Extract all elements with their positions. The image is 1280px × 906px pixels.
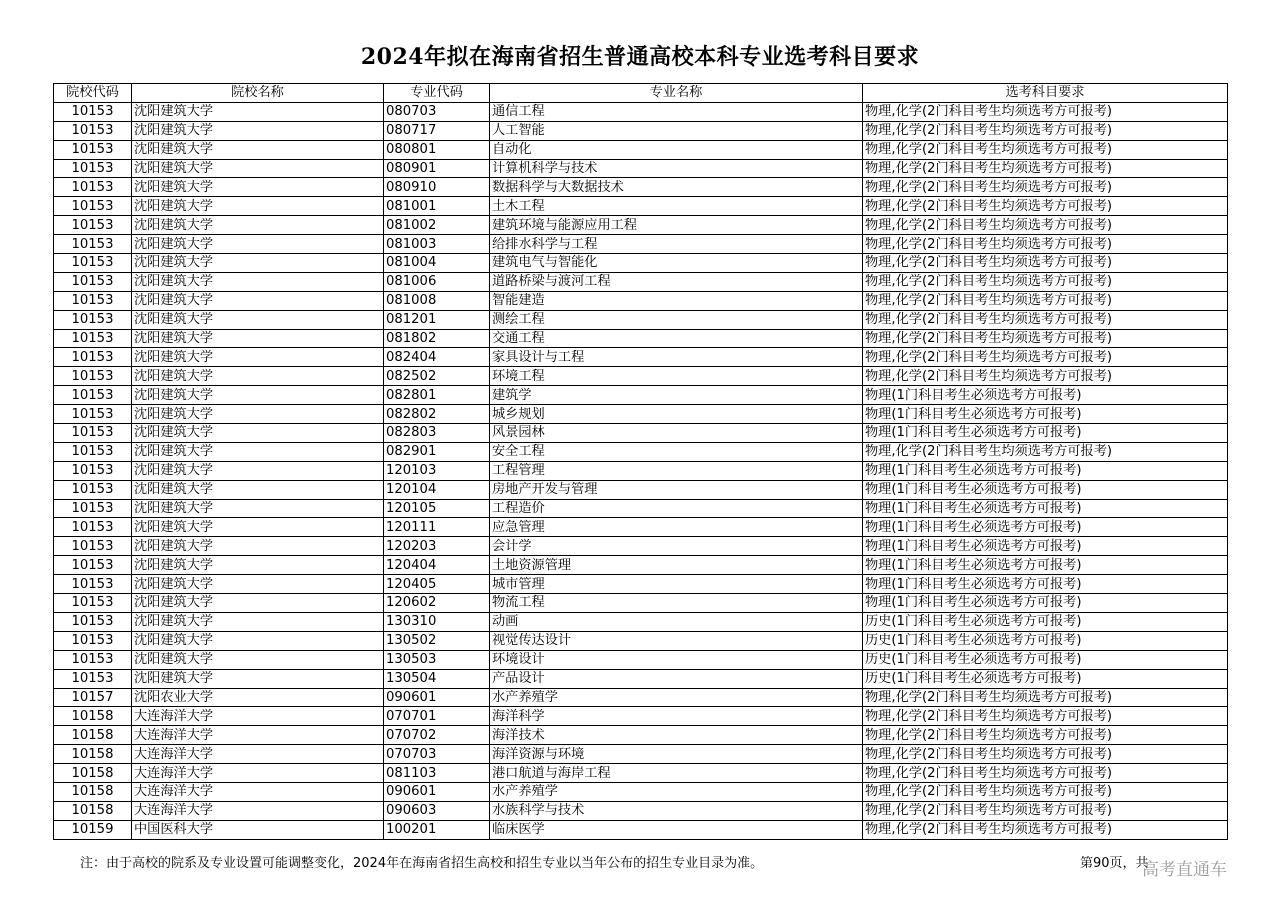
cell-major-name: 城乡规划 — [490, 405, 863, 424]
cell-major-name: 海洋技术 — [490, 726, 863, 745]
cell-school-name: 沈阳建筑大学 — [132, 556, 384, 575]
cell-subject-requirement: 历史(1门科目考生必须选考方可报考) — [863, 631, 1228, 650]
table-row — [54, 612, 1228, 631]
cell-major-code: 082502 — [384, 367, 490, 386]
cell-subject-requirement: 物理(1门科目考生必须选考方可报考) — [863, 461, 1228, 480]
cell-school-name: 大连海洋大学 — [132, 745, 384, 764]
cell-major-code: 120104 — [384, 480, 490, 499]
cell-school-name: 沈阳建筑大学 — [132, 480, 384, 499]
cell-major-code: 080901 — [384, 159, 490, 178]
cell-school-code: 10153 — [54, 291, 132, 310]
cell-subject-requirement: 历史(1门科目考生必须选考方可报考) — [863, 669, 1228, 688]
cell-major-name: 道路桥梁与渡河工程 — [490, 272, 863, 291]
cell-school-name: 沈阳建筑大学 — [132, 178, 384, 197]
cell-major-name: 环境设计 — [490, 650, 863, 669]
cell-school-code: 10153 — [54, 178, 132, 197]
cell-school-name: 沈阳农业大学 — [132, 688, 384, 707]
cell-school-code: 10153 — [54, 480, 132, 499]
table-row — [54, 386, 1228, 405]
cell-major-name: 物流工程 — [490, 594, 863, 613]
cell-school-code: 10153 — [54, 140, 132, 159]
table-row — [54, 518, 1228, 537]
cell-school-code: 10153 — [54, 272, 132, 291]
cell-school-name: 沈阳建筑大学 — [132, 197, 384, 216]
cell-major-name: 智能建造 — [490, 291, 863, 310]
cell-subject-requirement: 物理,化学(2门科目考生均须选考方可报考) — [863, 159, 1228, 178]
cell-school-code: 10159 — [54, 820, 132, 839]
cell-school-code: 10153 — [54, 102, 132, 121]
cell-school-name: 沈阳建筑大学 — [132, 121, 384, 140]
cell-subject-requirement: 物理(1门科目考生必须选考方可报考) — [863, 518, 1228, 537]
cell-major-name: 产品设计 — [490, 669, 863, 688]
table-header-row — [54, 84, 1228, 103]
cell-subject-requirement: 物理,化学(2门科目考生均须选考方可报考) — [863, 745, 1228, 764]
table-row — [54, 480, 1228, 499]
cell-subject-requirement: 物理,化学(2门科目考生均须选考方可报考) — [863, 121, 1228, 140]
table-row — [54, 707, 1228, 726]
cell-major-code: 070702 — [384, 726, 490, 745]
cell-major-name: 房地产开发与管理 — [490, 480, 863, 499]
cell-subject-requirement: 物理,化学(2门科目考生均须选考方可报考) — [863, 254, 1228, 273]
cell-major-code: 120602 — [384, 594, 490, 613]
cell-major-code: 130310 — [384, 612, 490, 631]
cell-school-code: 10158 — [54, 707, 132, 726]
cell-school-name: 沈阳建筑大学 — [132, 650, 384, 669]
cell-major-name: 海洋资源与环境 — [490, 745, 863, 764]
cell-major-name: 建筑环境与能源应用工程 — [490, 216, 863, 235]
cell-school-name: 沈阳建筑大学 — [132, 594, 384, 613]
cell-school-name: 沈阳建筑大学 — [132, 329, 384, 348]
header-subject-requirement: 选考科目要求 — [863, 84, 1228, 103]
cell-major-code: 081006 — [384, 272, 490, 291]
table-row — [54, 272, 1228, 291]
table-row — [54, 254, 1228, 273]
cell-major-name: 人工智能 — [490, 121, 863, 140]
cell-school-code: 10158 — [54, 745, 132, 764]
table-row — [54, 310, 1228, 329]
table-row — [54, 631, 1228, 650]
cell-school-name: 大连海洋大学 — [132, 707, 384, 726]
cell-subject-requirement: 物理,化学(2门科目考生均须选考方可报考) — [863, 348, 1228, 367]
cell-major-name: 工程造价 — [490, 499, 863, 518]
cell-major-code: 081103 — [384, 764, 490, 783]
cell-subject-requirement: 物理(1门科目考生必须选考方可报考) — [863, 424, 1228, 443]
table-row — [54, 801, 1228, 820]
cell-major-name: 工程管理 — [490, 461, 863, 480]
cell-subject-requirement: 物理(1门科目考生必须选考方可报考) — [863, 575, 1228, 594]
cell-subject-requirement: 物理,化学(2门科目考生均须选考方可报考) — [863, 688, 1228, 707]
watermark-text: 高考直通车 — [1142, 860, 1227, 880]
cell-subject-requirement: 物理,化学(2门科目考生均须选考方可报考) — [863, 820, 1228, 839]
requirements-table — [53, 83, 1228, 840]
cell-major-code: 080910 — [384, 178, 490, 197]
cell-major-code: 130504 — [384, 669, 490, 688]
cell-major-code: 080801 — [384, 140, 490, 159]
cell-school-code: 10153 — [54, 197, 132, 216]
cell-school-code: 10153 — [54, 669, 132, 688]
cell-major-code: 082801 — [384, 386, 490, 405]
cell-school-name: 沈阳建筑大学 — [132, 216, 384, 235]
cell-school-name: 大连海洋大学 — [132, 782, 384, 801]
cell-major-code: 082803 — [384, 424, 490, 443]
cell-major-name: 自动化 — [490, 140, 863, 159]
cell-subject-requirement: 物理,化学(2门科目考生均须选考方可报考) — [863, 235, 1228, 254]
cell-school-name: 沈阳建筑大学 — [132, 367, 384, 386]
table-row — [54, 782, 1228, 801]
table-row — [54, 442, 1228, 461]
table-row — [54, 405, 1228, 424]
cell-subject-requirement: 物理(1门科目考生必须选考方可报考) — [863, 594, 1228, 613]
table-row — [54, 688, 1228, 707]
cell-major-code: 081001 — [384, 197, 490, 216]
cell-school-code: 10153 — [54, 424, 132, 443]
cell-major-code: 081004 — [384, 254, 490, 273]
cell-major-name: 家具设计与工程 — [490, 348, 863, 367]
cell-school-name: 沈阳建筑大学 — [132, 386, 384, 405]
table-row — [54, 669, 1228, 688]
cell-school-name: 沈阳建筑大学 — [132, 159, 384, 178]
cell-school-code: 10153 — [54, 499, 132, 518]
cell-major-code: 120405 — [384, 575, 490, 594]
cell-major-code: 081008 — [384, 291, 490, 310]
cell-subject-requirement: 物理,化学(2门科目考生均须选考方可报考) — [863, 102, 1228, 121]
cell-school-code: 10153 — [54, 121, 132, 140]
cell-major-code: 081802 — [384, 329, 490, 348]
cell-school-name: 沈阳建筑大学 — [132, 102, 384, 121]
cell-subject-requirement: 物理,化学(2门科目考生均须选考方可报考) — [863, 764, 1228, 783]
cell-major-name: 会计学 — [490, 537, 863, 556]
cell-subject-requirement: 历史(1门科目考生必须选考方可报考) — [863, 612, 1228, 631]
cell-subject-requirement: 物理,化学(2门科目考生均须选考方可报考) — [863, 216, 1228, 235]
cell-school-name: 沈阳建筑大学 — [132, 537, 384, 556]
cell-major-name: 土木工程 — [490, 197, 863, 216]
cell-school-code: 10153 — [54, 537, 132, 556]
table-row — [54, 367, 1228, 386]
cell-subject-requirement: 物理(1门科目考生必须选考方可报考) — [863, 499, 1228, 518]
cell-subject-requirement: 物理(1门科目考生必须选考方可报考) — [863, 386, 1228, 405]
table-row — [54, 461, 1228, 480]
cell-school-name: 大连海洋大学 — [132, 801, 384, 820]
table-row — [54, 121, 1228, 140]
table-row — [54, 650, 1228, 669]
page-title: 2024年拟在海南省招生普通高校本科专业选考科目要求 — [360, 44, 920, 70]
cell-major-name: 计算机科学与技术 — [490, 159, 863, 178]
cell-school-name: 大连海洋大学 — [132, 764, 384, 783]
cell-school-code: 10153 — [54, 631, 132, 650]
table-row — [54, 726, 1228, 745]
table-row — [54, 424, 1228, 443]
cell-major-name: 临床医学 — [490, 820, 863, 839]
table-row — [54, 820, 1228, 839]
cell-subject-requirement: 物理,化学(2门科目考生均须选考方可报考) — [863, 726, 1228, 745]
cell-major-code: 130503 — [384, 650, 490, 669]
cell-major-code: 120203 — [384, 537, 490, 556]
cell-school-name: 沈阳建筑大学 — [132, 348, 384, 367]
cell-major-code: 120111 — [384, 518, 490, 537]
cell-school-code: 10153 — [54, 556, 132, 575]
cell-school-code: 10153 — [54, 650, 132, 669]
cell-school-name: 沈阳建筑大学 — [132, 140, 384, 159]
cell-school-name: 大连海洋大学 — [132, 726, 384, 745]
cell-school-name: 沈阳建筑大学 — [132, 424, 384, 443]
page-number: 第90页，共 — [1080, 856, 1149, 871]
cell-major-code: 081003 — [384, 235, 490, 254]
cell-subject-requirement: 物理(1门科目考生必须选考方可报考) — [863, 556, 1228, 575]
cell-major-name: 给排水科学与工程 — [490, 235, 863, 254]
cell-school-code: 10153 — [54, 159, 132, 178]
header-school-name: 院校名称 — [132, 84, 384, 103]
table-row — [54, 745, 1228, 764]
cell-major-code: 090601 — [384, 688, 490, 707]
cell-school-code: 10153 — [54, 310, 132, 329]
cell-school-name: 沈阳建筑大学 — [132, 461, 384, 480]
cell-major-name: 建筑电气与智能化 — [490, 254, 863, 273]
table-row — [54, 216, 1228, 235]
cell-school-code: 10158 — [54, 764, 132, 783]
cell-major-code: 082404 — [384, 348, 490, 367]
cell-major-name: 交通工程 — [490, 329, 863, 348]
table-row — [54, 329, 1228, 348]
cell-school-name: 沈阳建筑大学 — [132, 291, 384, 310]
cell-subject-requirement: 物理,化学(2门科目考生均须选考方可报考) — [863, 197, 1228, 216]
cell-subject-requirement: 物理,化学(2门科目考生均须选考方可报考) — [863, 707, 1228, 726]
table-row — [54, 102, 1228, 121]
cell-school-name: 沈阳建筑大学 — [132, 612, 384, 631]
table-row — [54, 159, 1228, 178]
header-major-code: 专业代码 — [384, 84, 490, 103]
table-row — [54, 556, 1228, 575]
header-school-code: 院校代码 — [54, 84, 132, 103]
cell-major-code: 100201 — [384, 820, 490, 839]
cell-major-name: 环境工程 — [490, 367, 863, 386]
cell-subject-requirement: 物理,化学(2门科目考生均须选考方可报考) — [863, 782, 1228, 801]
cell-school-code: 10158 — [54, 726, 132, 745]
cell-school-code: 10153 — [54, 235, 132, 254]
cell-subject-requirement: 物理,化学(2门科目考生均须选考方可报考) — [863, 329, 1228, 348]
table-row — [54, 197, 1228, 216]
cell-subject-requirement: 物理,化学(2门科目考生均须选考方可报考) — [863, 442, 1228, 461]
cell-school-code: 10153 — [54, 329, 132, 348]
cell-subject-requirement: 物理,化学(2门科目考生均须选考方可报考) — [863, 291, 1228, 310]
cell-school-name: 中国医科大学 — [132, 820, 384, 839]
cell-subject-requirement: 物理,化学(2门科目考生均须选考方可报考) — [863, 178, 1228, 197]
cell-school-name: 沈阳建筑大学 — [132, 669, 384, 688]
cell-major-name: 水产养殖学 — [490, 688, 863, 707]
header-major-name: 专业名称 — [490, 84, 863, 103]
cell-major-code: 120105 — [384, 499, 490, 518]
cell-major-code: 080717 — [384, 121, 490, 140]
cell-major-name: 数据科学与大数据技术 — [490, 178, 863, 197]
cell-major-code: 070701 — [384, 707, 490, 726]
cell-school-code: 10158 — [54, 782, 132, 801]
table-row — [54, 764, 1228, 783]
cell-major-name: 通信工程 — [490, 102, 863, 121]
cell-major-code: 130502 — [384, 631, 490, 650]
cell-school-name: 沈阳建筑大学 — [132, 310, 384, 329]
cell-major-code: 070703 — [384, 745, 490, 764]
cell-major-name: 水族科学与技术 — [490, 801, 863, 820]
table-row — [54, 594, 1228, 613]
cell-school-name: 沈阳建筑大学 — [132, 442, 384, 461]
cell-major-name: 港口航道与海岸工程 — [490, 764, 863, 783]
cell-school-code: 10157 — [54, 688, 132, 707]
cell-subject-requirement: 物理,化学(2门科目考生均须选考方可报考) — [863, 367, 1228, 386]
cell-major-name: 土地资源管理 — [490, 556, 863, 575]
cell-major-code: 081201 — [384, 310, 490, 329]
cell-school-code: 10153 — [54, 612, 132, 631]
table-row — [54, 140, 1228, 159]
cell-subject-requirement: 物理(1门科目考生必须选考方可报考) — [863, 480, 1228, 499]
footer-note: 注：由于高校的院系及专业设置可能调整变化，2024年在海南省招生高校和招生专业以当年公布的招生专业目录为准。 — [80, 856, 764, 871]
cell-major-code: 082901 — [384, 442, 490, 461]
table-row — [54, 537, 1228, 556]
cell-subject-requirement: 物理(1门科目考生必须选考方可报考) — [863, 537, 1228, 556]
cell-school-name: 沈阳建筑大学 — [132, 405, 384, 424]
table-row — [54, 575, 1228, 594]
cell-subject-requirement: 物理,化学(2门科目考生均须选考方可报考) — [863, 272, 1228, 291]
cell-subject-requirement: 物理(1门科目考生必须选考方可报考) — [863, 405, 1228, 424]
cell-school-code: 10153 — [54, 442, 132, 461]
cell-subject-requirement: 物理,化学(2门科目考生均须选考方可报考) — [863, 310, 1228, 329]
table-row — [54, 291, 1228, 310]
cell-major-name: 建筑学 — [490, 386, 863, 405]
cell-major-code: 090601 — [384, 782, 490, 801]
cell-major-code: 082802 — [384, 405, 490, 424]
cell-school-code: 10153 — [54, 518, 132, 537]
cell-school-name: 沈阳建筑大学 — [132, 518, 384, 537]
cell-school-code: 10158 — [54, 801, 132, 820]
cell-major-name: 海洋科学 — [490, 707, 863, 726]
cell-subject-requirement: 物理,化学(2门科目考生均须选考方可报考) — [863, 801, 1228, 820]
cell-major-name: 水产养殖学 — [490, 782, 863, 801]
cell-school-name: 沈阳建筑大学 — [132, 272, 384, 291]
table-row — [54, 348, 1228, 367]
cell-major-name: 风景园林 — [490, 424, 863, 443]
cell-school-code: 10153 — [54, 367, 132, 386]
cell-school-code: 10153 — [54, 216, 132, 235]
cell-major-name: 城市管理 — [490, 575, 863, 594]
cell-major-name: 测绘工程 — [490, 310, 863, 329]
cell-school-code: 10153 — [54, 348, 132, 367]
cell-school-code: 10153 — [54, 575, 132, 594]
cell-major-name: 动画 — [490, 612, 863, 631]
cell-subject-requirement: 物理,化学(2门科目考生均须选考方可报考) — [863, 140, 1228, 159]
cell-major-code: 120404 — [384, 556, 490, 575]
cell-major-code: 090603 — [384, 801, 490, 820]
table-row — [54, 235, 1228, 254]
cell-subject-requirement: 历史(1门科目考生必须选考方可报考) — [863, 650, 1228, 669]
cell-major-name: 应急管理 — [490, 518, 863, 537]
table-body — [54, 102, 1228, 839]
cell-major-code: 081002 — [384, 216, 490, 235]
cell-school-code: 10153 — [54, 405, 132, 424]
cell-school-name: 沈阳建筑大学 — [132, 254, 384, 273]
cell-major-code: 080703 — [384, 102, 490, 121]
cell-major-name: 安全工程 — [490, 442, 863, 461]
cell-school-name: 沈阳建筑大学 — [132, 575, 384, 594]
cell-school-code: 10153 — [54, 386, 132, 405]
cell-school-code: 10153 — [54, 594, 132, 613]
cell-school-name: 沈阳建筑大学 — [132, 499, 384, 518]
table-row — [54, 499, 1228, 518]
cell-school-code: 10153 — [54, 461, 132, 480]
table-row — [54, 178, 1228, 197]
cell-major-code: 120103 — [384, 461, 490, 480]
cell-major-name: 视觉传达设计 — [490, 631, 863, 650]
cell-school-name: 沈阳建筑大学 — [132, 235, 384, 254]
cell-school-code: 10153 — [54, 254, 132, 273]
cell-school-name: 沈阳建筑大学 — [132, 631, 384, 650]
